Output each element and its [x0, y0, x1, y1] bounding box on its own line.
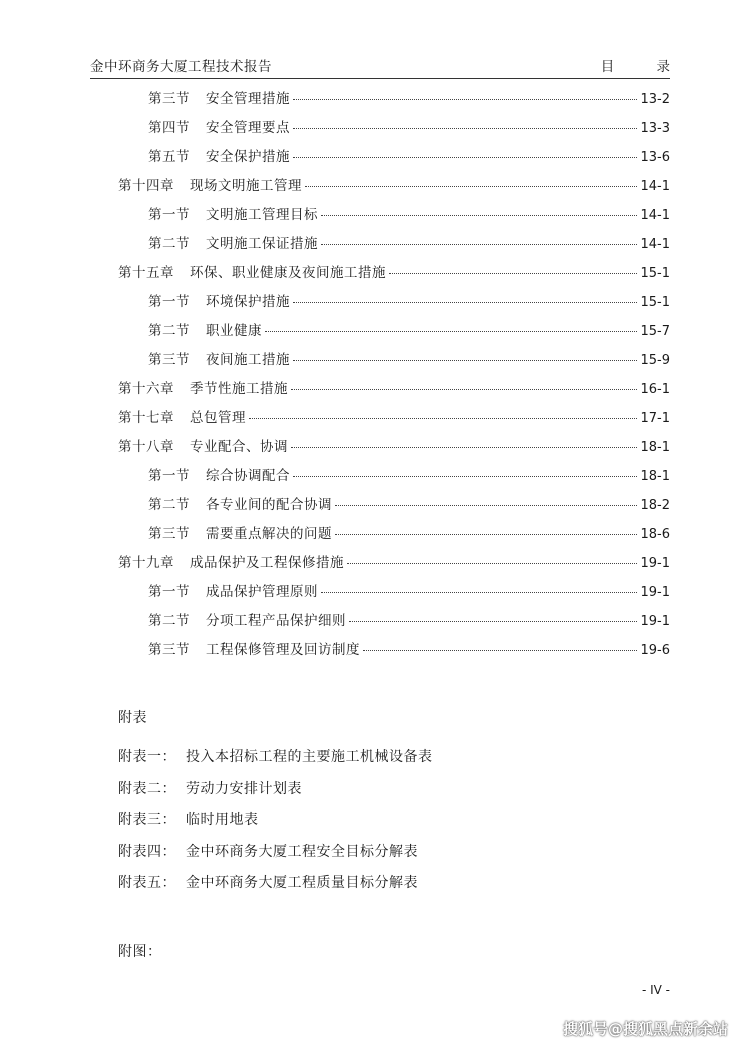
section-title: 目 录: [600, 59, 684, 75]
toc-entry-number: 第三节: [148, 526, 190, 542]
toc-entry-number: 第二节: [148, 613, 190, 629]
toc-entry-number: 第十四章: [118, 178, 174, 194]
toc-entry-number: 第一节: [148, 468, 190, 484]
toc-leader-dots: [389, 273, 637, 274]
toc-leader-dots: [291, 389, 637, 390]
toc-entry-number: 第二节: [148, 497, 190, 513]
toc-entry-title: 工程保修管理及回访制度: [206, 642, 360, 658]
toc-entry-number: 第一节: [148, 584, 190, 600]
toc-entry[interactable]: [118, 174, 670, 196]
toc-entry-title: 职业健康: [206, 323, 262, 339]
toc-entry[interactable]: [148, 319, 670, 341]
toc-entry-title: 需要重点解决的问题: [206, 526, 332, 542]
toc-entry-title: 分项工程产品保护细则: [206, 613, 346, 629]
appendix-item-text: 临时用地表: [186, 812, 259, 828]
toc-entry-number: 第三节: [148, 352, 190, 368]
toc-entry-number: 第三节: [148, 91, 190, 107]
toc-entry-number: 第一节: [148, 294, 190, 310]
toc-entry-number: 第十六章: [118, 381, 174, 397]
toc-entry-title: 环境保护措施: [206, 294, 290, 310]
toc-entry-page: 18-2: [640, 498, 670, 513]
appendix-item-label: 附表一：: [118, 749, 176, 765]
toc-entry-page: 15-1: [640, 266, 670, 281]
toc-entry-title: 安全管理措施: [206, 91, 290, 107]
toc-leader-dots: [349, 621, 637, 622]
toc-entry[interactable]: [118, 377, 670, 399]
toc-entry-number: 第十九章: [118, 555, 174, 571]
page-header: [90, 54, 684, 79]
toc-leader-dots: [305, 186, 637, 187]
appendix-heading: 附表: [118, 710, 147, 726]
toc-entry-title: 成品保护及工程保修措施: [190, 555, 344, 571]
toc-entry-title: 安全管理要点: [206, 120, 290, 136]
toc-leader-dots: [321, 592, 637, 593]
toc-entry-number: 第二节: [148, 236, 190, 252]
toc-entry-title: 文明施工管理目标: [206, 207, 318, 223]
toc-entry[interactable]: [118, 406, 670, 428]
toc-entry-title: 综合协调配合: [206, 468, 290, 484]
toc-entry[interactable]: [148, 203, 670, 225]
toc-entry-title: 季节性施工措施: [190, 381, 288, 397]
toc-entry-page: 14-1: [640, 179, 670, 194]
figures-heading: 附图：: [118, 944, 162, 960]
toc-entry[interactable]: [148, 87, 670, 109]
toc-entry-number: 第一节: [148, 207, 190, 223]
toc-entry-page: 19-1: [640, 556, 670, 571]
toc-leader-dots: [347, 563, 637, 564]
toc-leader-dots: [265, 331, 637, 332]
watermark: 搜狐号@搜狐黑点新余站: [562, 1020, 728, 1038]
appendix-item: [118, 841, 418, 861]
toc-entry-page: 18-1: [640, 469, 670, 484]
appendix-item-label: 附表五：: [118, 875, 176, 891]
toc-leader-dots: [293, 360, 637, 361]
toc-entry[interactable]: [148, 290, 670, 312]
toc-leader-dots: [293, 302, 637, 303]
toc-entry-page: 13-6: [640, 150, 670, 165]
toc-entry[interactable]: [148, 232, 670, 254]
toc-entry-page: 13-2: [640, 92, 670, 107]
toc-entry-page: 14-1: [640, 237, 670, 252]
appendix-item-text: 投入本招标工程的主要施工机械设备表: [186, 749, 433, 765]
toc-entry-page: 19-1: [640, 614, 670, 629]
toc-entry[interactable]: [148, 638, 670, 660]
toc-entry-number: 第四节: [148, 120, 190, 136]
toc-entry[interactable]: [148, 522, 670, 544]
toc-leader-dots: [321, 215, 637, 216]
toc-entry-title: 现场文明施工管理: [190, 178, 302, 194]
page-number: - IV -: [641, 983, 670, 997]
toc-leader-dots: [335, 505, 637, 506]
toc-entry-number: 第十八章: [118, 439, 174, 455]
toc-entry-title: 安全保护措施: [206, 149, 290, 165]
toc-entry-number: 第十七章: [118, 410, 174, 426]
appendix-item: [118, 872, 418, 892]
appendix-item: [118, 778, 302, 798]
toc-entry-page: 13-3: [640, 121, 670, 136]
toc-leader-dots: [293, 128, 637, 129]
toc-entry-page: 14-1: [640, 208, 670, 223]
toc-leader-dots: [293, 99, 637, 100]
toc-entry-page: 16-1: [640, 382, 670, 397]
document-title: 金中环商务大厦工程技术报告: [90, 59, 272, 75]
toc-entry-number: 第十五章: [118, 265, 174, 281]
appendix-item: [118, 809, 259, 829]
appendix-item-label: 附表四：: [118, 843, 176, 860]
toc-entry[interactable]: [148, 116, 670, 138]
toc-entry-title: 夜间施工措施: [206, 352, 290, 368]
toc-entry[interactable]: [118, 551, 670, 573]
toc-entry-number: 第二节: [148, 323, 190, 339]
appendix-item-text: 金中环商务大厦工程安全目标分解表: [186, 843, 418, 860]
toc-leader-dots: [291, 447, 637, 448]
toc-entry-title: 总包管理: [190, 410, 246, 426]
toc-entry[interactable]: [118, 435, 670, 457]
toc-entry[interactable]: [148, 145, 670, 167]
appendix-item-label: 附表二：: [118, 780, 176, 797]
toc-entry-title: 专业配合、协调: [190, 439, 288, 455]
toc-leader-dots: [249, 418, 637, 419]
toc-entry-page: 17-1: [640, 411, 670, 426]
toc-leader-dots: [321, 244, 637, 245]
toc-entry-title: 文明施工保证措施: [206, 236, 318, 252]
appendix-item: [118, 746, 433, 766]
toc-entry-title: 成品保护管理原则: [206, 584, 318, 600]
toc-entry-page: 19-6: [640, 643, 670, 658]
toc-entry-title: 各专业间的配合协调: [206, 497, 332, 513]
toc-entry[interactable]: [148, 464, 670, 486]
toc-entry-page: 15-1: [640, 295, 670, 310]
toc-entry-page: 18-6: [640, 527, 670, 542]
toc-entry[interactable]: [118, 261, 670, 283]
toc-entry-page: 19-1: [640, 585, 670, 600]
appendix-item-text: 劳动力安排计划表: [186, 780, 302, 797]
toc-entry-number: 第五节: [148, 149, 190, 165]
toc-entry-page: 15-9: [640, 353, 670, 368]
toc-leader-dots: [293, 157, 637, 158]
toc-leader-dots: [335, 534, 637, 535]
toc-entry-number: 第三节: [148, 642, 190, 658]
toc-entry[interactable]: [148, 580, 670, 602]
toc-entry-page: 18-1: [640, 440, 670, 455]
toc-leader-dots: [363, 650, 637, 651]
toc-entry-page: 15-7: [640, 324, 670, 339]
toc-entry[interactable]: [148, 348, 670, 370]
toc-entry-title: 环保、职业健康及夜间施工措施: [190, 265, 386, 281]
appendix-item-text: 金中环商务大厦工程质量目标分解表: [186, 875, 418, 891]
appendix-item-label: 附表三：: [118, 812, 176, 828]
toc-leader-dots: [293, 476, 637, 477]
toc-entry[interactable]: [148, 609, 670, 631]
toc-entry[interactable]: [148, 493, 670, 515]
